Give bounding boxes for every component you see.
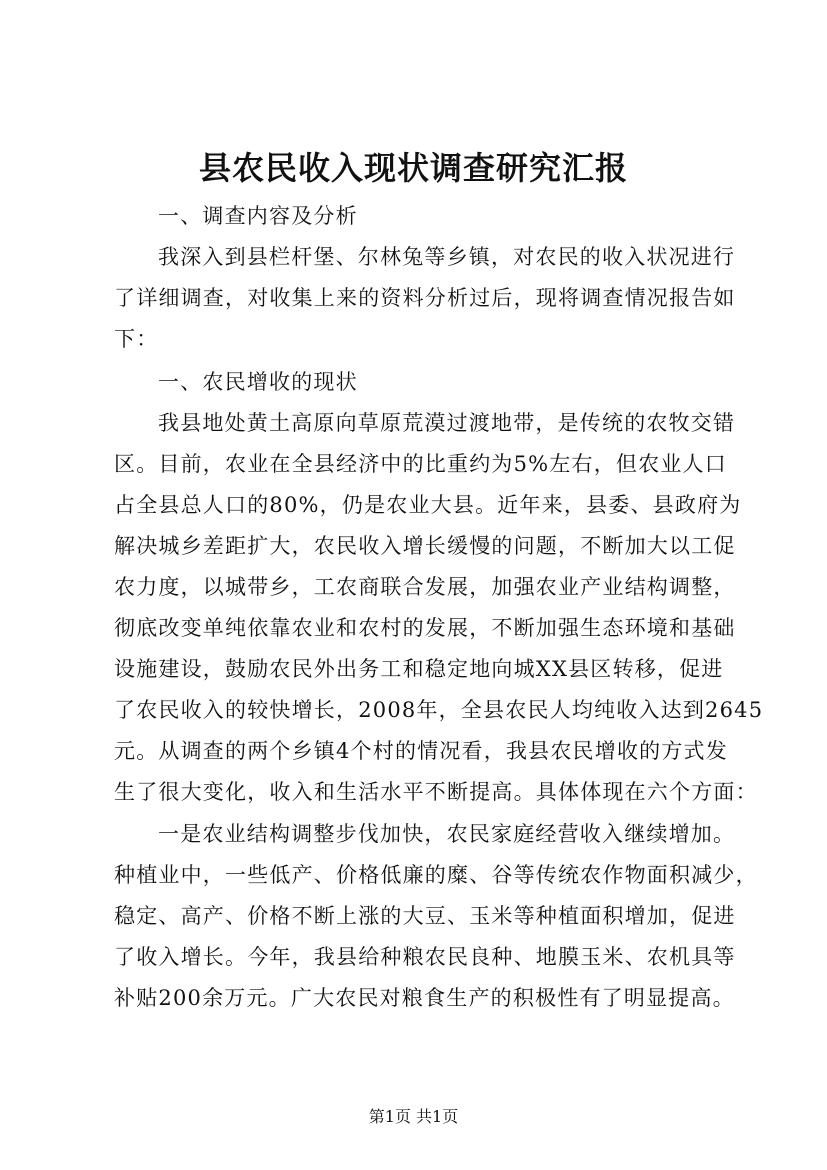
paragraph-line: 一是农业结构调整步伐加快，农民家庭经营收入继续增加。 xyxy=(158,822,736,846)
paragraph-line: 生了很大变化，收入和生活水平不断提高。具体体现在六个方面： xyxy=(114,780,758,804)
paragraph-line: 补贴200余万元。广大农民对粮食生产的积极性有了明显提高。 xyxy=(114,986,735,1010)
paragraph-line: 种植业中，一些低产、价格低廉的糜、谷等传统农作物面积减少， xyxy=(114,863,758,887)
paragraph-line: 彻底改变单纯依靠农业和农村的发展，不断加强生态环境和基础 xyxy=(114,616,736,640)
paragraph-line: 占全县总人口的80%，仍是农业大县。近年来，县委、县政府为 xyxy=(114,493,742,517)
document-title: 县农民收入现状调查研究汇报 xyxy=(198,149,628,187)
paragraph-line: 我深入到县栏杆堡、尔林兔等乡镇，对农民的收入状况进行 xyxy=(158,245,736,269)
paragraph-line: 区。目前，农业在全县经济中的比重约为5%左右，但农业人口 xyxy=(114,452,727,476)
page-footer: 第1页 共1页 xyxy=(368,1107,459,1126)
section-heading: 一、调查内容及分析 xyxy=(158,204,358,228)
paragraph-line: 农力度，以城带乡，工农商联合发展，加强农业产业结构调整， xyxy=(114,575,736,599)
paragraph-line: 稳定、高产、价格不断上涨的大豆、玉米等种植面积增加，促进 xyxy=(114,904,736,928)
paragraph-line: 了收入增长。今年，我县给种粮农民良种、地膜玉米、农机具等 xyxy=(114,945,736,969)
paragraph-line: 元。从调查的两个乡镇4个村的情况看，我县农民增收的方式发 xyxy=(114,739,728,763)
paragraph-line: 了农民收入的较快增长，2008年，全县农民人均纯收入达到2645 xyxy=(114,698,764,722)
paragraph-line: 设施建设，鼓励农民外出务工和稳定地向城XX县区转移，促进 xyxy=(114,657,724,681)
paragraph-line: 我县地处黄土高原向草原荒漠过渡地带，是传统的农牧交错 xyxy=(158,411,736,435)
section-heading: 一、农民增收的现状 xyxy=(158,370,358,394)
paragraph-line: 了详细调查，对收集上来的资料分析过后，现将调查情况报告如 xyxy=(114,286,736,310)
paragraph-line: 下： xyxy=(114,327,159,351)
paragraph-line: 解决城乡差距扩大，农民收入增长缓慢的问题，不断加大以工促 xyxy=(114,534,736,558)
